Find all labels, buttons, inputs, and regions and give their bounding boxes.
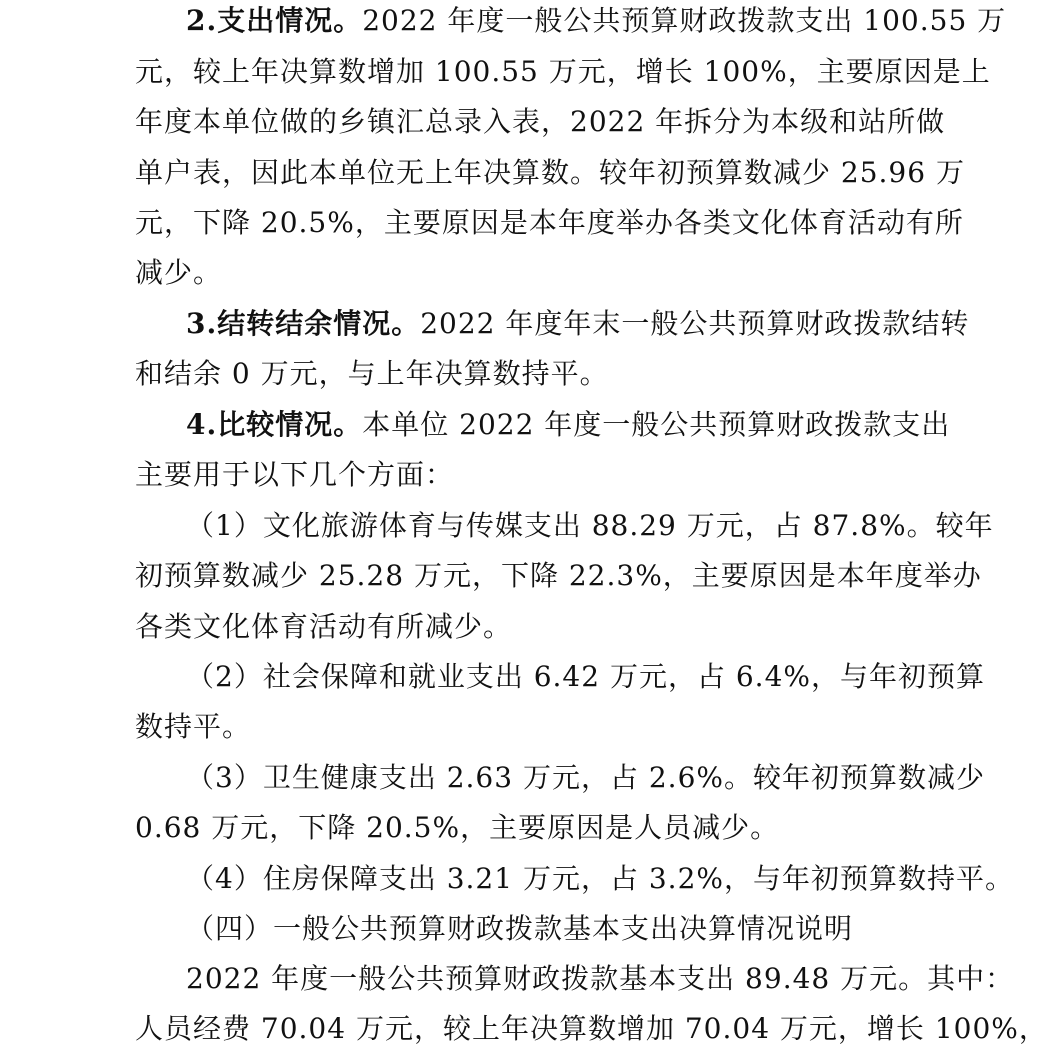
paragraph-carryover-line-2: 和结余 0 万元，与上年决算数持平。 <box>135 357 609 390</box>
basic-expenditure-line-1: 2022 年度一般公共预算财政拨款基本支出 89.48 万元。其中： <box>186 962 1015 995</box>
paragraph-carryover-line-1 <box>186 307 970 341</box>
heading-carryover: 3.结转结余情况。 <box>186 307 421 340</box>
text: 2022 年度年末一般公共预算财政拨款结转 <box>420 307 970 340</box>
item-3-line-2: 0.68 万元，下降 20.5%，主要原因是人员减少。 <box>135 811 780 844</box>
paragraph-expenditure-line-5: 元，下降 20.5%，主要原因是本年度举办各类文化体育活动有所 <box>135 206 964 239</box>
text: 2022 年度一般公共预算财政拨款支出 100.55 万 <box>362 4 1007 37</box>
item-1-line-3: 各类文化体育活动有所减少。 <box>135 610 513 643</box>
text: 本单位 2022 年度一般公共预算财政拨款支出 <box>362 408 951 441</box>
paragraph-comparison-line-1 <box>186 408 951 442</box>
item-4-line-1: （4）住房保障支出 3.21 万元，占 3.2%，与年初预算数持平。 <box>186 862 1014 895</box>
item-1-line-2: 初预算数减少 25.28 万元，下降 22.3%，主要原因是本年度举办 <box>135 559 982 592</box>
basic-expenditure-line-2: 人员经费 70.04 万元，较上年决算数增加 70.04 万元，增长 100%， <box>135 1012 1048 1045</box>
heading-comparison: 4.比较情况。 <box>186 408 363 441</box>
paragraph-expenditure-line-2: 元，较上年决算数增加 100.55 万元，增长 100%，主要原因是上 <box>135 55 991 88</box>
section-four-heading: （四）一般公共预算财政拨款基本支出决算情况说明 <box>186 912 854 945</box>
item-1-line-1: （1）文化旅游体育与传媒支出 88.29 万元，占 87.8%。较年 <box>186 509 994 542</box>
paragraph-expenditure-line-3: 年度本单位做的乡镇汇总录入表，2022 年拆分为本级和站所做 <box>135 105 946 138</box>
paragraph-expenditure-line-6: 减少。 <box>135 256 223 289</box>
paragraph-expenditure-line-1 <box>186 4 1007 38</box>
item-3-line-1: （3）卫生健康支出 2.63 万元，占 2.6%。较年初预算数减少 <box>186 761 985 794</box>
item-2-line-1: （2）社会保障和就业支出 6.42 万元，占 6.4%，与年初预算 <box>186 660 985 693</box>
item-2-line-2: 数持平。 <box>135 710 252 743</box>
paragraph-expenditure-line-4: 单户表，因此本单位无上年决算数。较年初预算数减少 25.96 万 <box>135 156 965 189</box>
heading-expenditure: 2.支出情况。 <box>186 4 363 37</box>
paragraph-comparison-line-2: 主要用于以下几个方面： <box>135 458 455 491</box>
